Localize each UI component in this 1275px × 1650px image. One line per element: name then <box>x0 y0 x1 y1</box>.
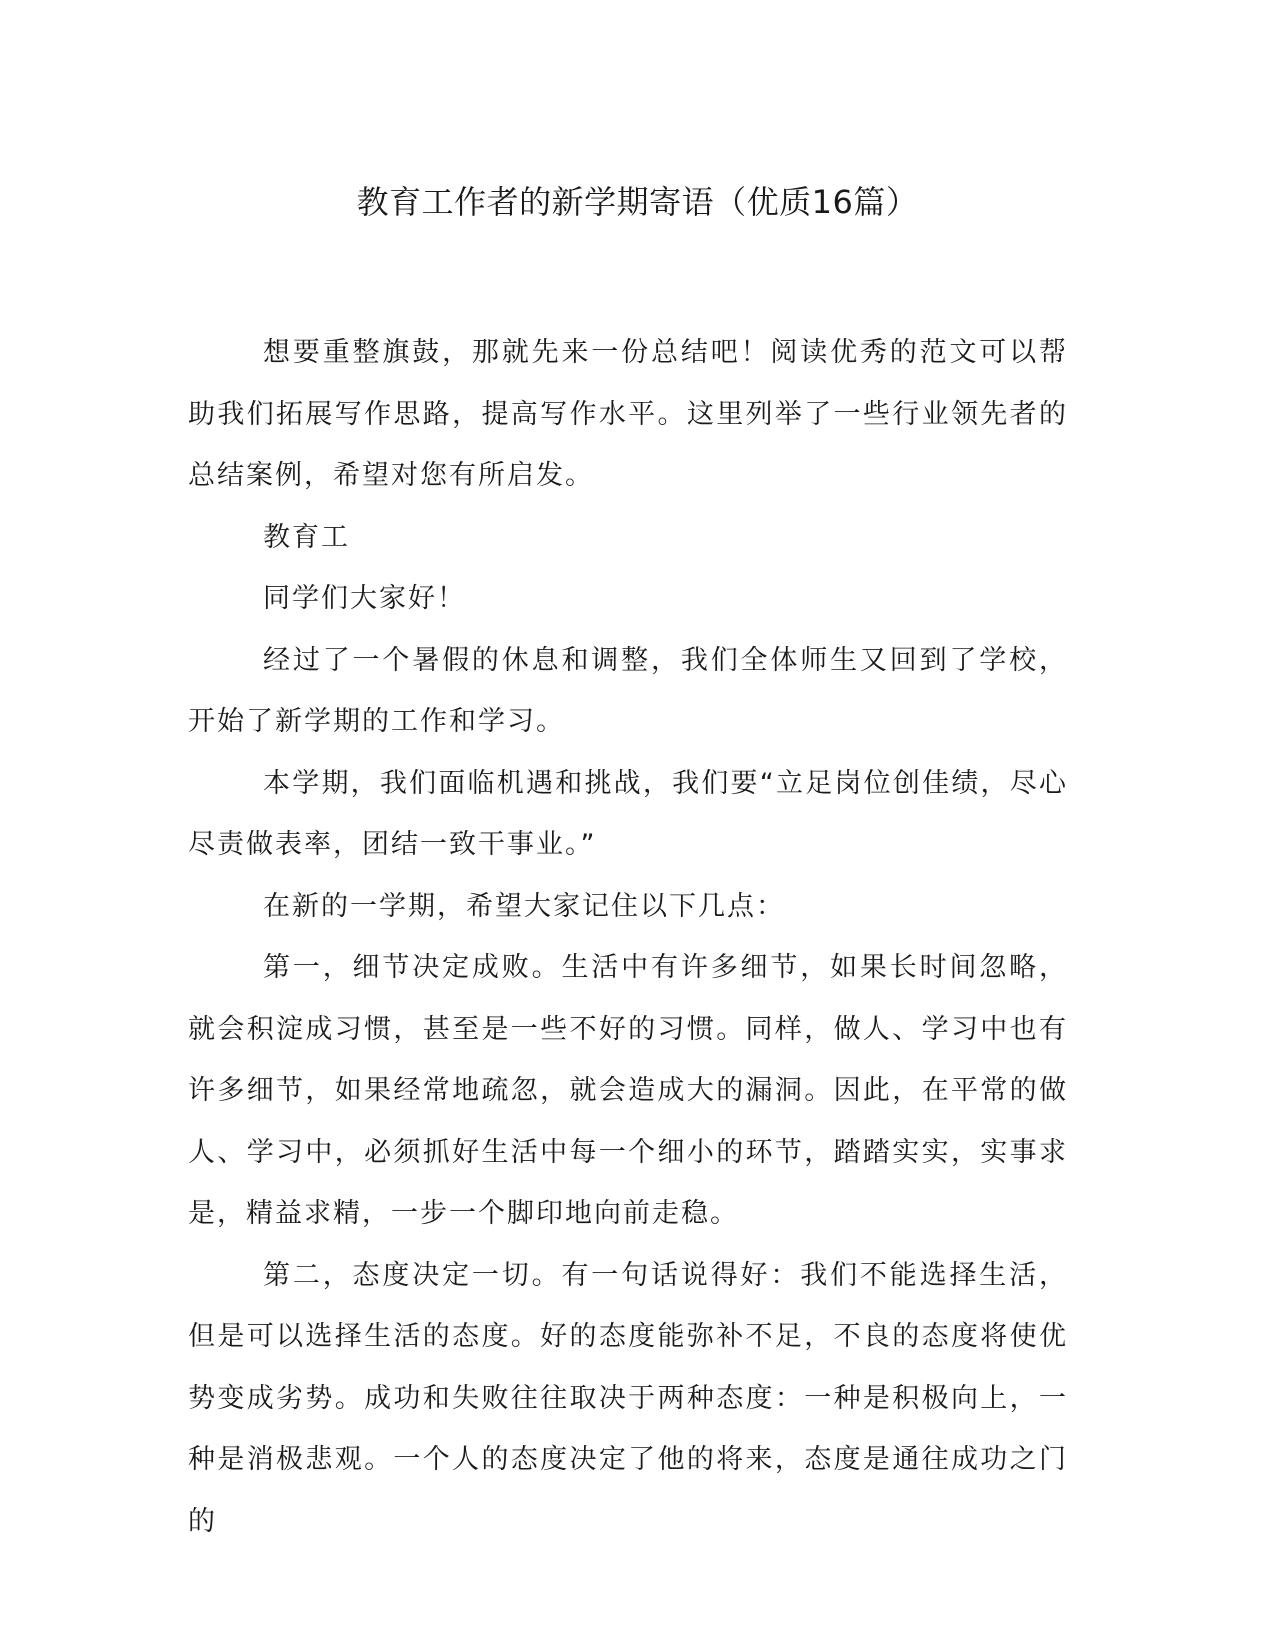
document-body <box>188 322 1068 1552</box>
document-title: 教育工作者的新学期寄语（优质16篇） <box>356 183 919 221</box>
paragraph-new-semester: 经过了一个暑假的休息和调整，我们全体师生又回到了学校，开始了新学期的工作和学习。 <box>188 644 1068 737</box>
paragraph-greeting: 同学们大家好！ <box>263 583 466 614</box>
paragraph-heading-fragment: 教育工 <box>263 521 350 553</box>
paragraph-points-intro: 在新的一学期，希望大家记住以下几点： <box>263 890 785 922</box>
paragraph-intro: 想要重整旗鼓，那就先来一份总结吧！阅读优秀的范文可以帮助我们拓展写作思路，提高写作水平。这里列举了一些行业领先者的总结案例，希望对您有所启发。 <box>188 337 1068 491</box>
paragraph-semester-motto: 本学期，我们面临机遇和挑战，我们要“立足岗位创佳绩，尽心尽责做表率，团结一致干事业。” <box>188 767 1068 860</box>
paragraph-point-two: 第二，态度决定一切。有一句话说得好：我们不能选择生活，但是可以选择生活的态度。好的态度能弥补不足，不良的态度将使优势变成劣势。成功和失败往往取决于两种态度：一种是积极向上，一种是消极悲观。一个人的态度决定了他的将来，态度是通往成功之门的 <box>188 1259 1068 1537</box>
paragraph-point-one: 第一，细节决定成败。生活中有许多细节，如果长时间忽略，就会积淀成习惯，甚至是一些不好的习惯。同样，做人、学习中也有许多细节，如果经常地疏忽，就会造成大的漏洞。因此，在平常的做人、学习中，必须抓好生活中每一个细小的环节，踏踏实实，实事求是，精益求精，一步一个脚印地向前走稳。 <box>188 952 1068 1229</box>
